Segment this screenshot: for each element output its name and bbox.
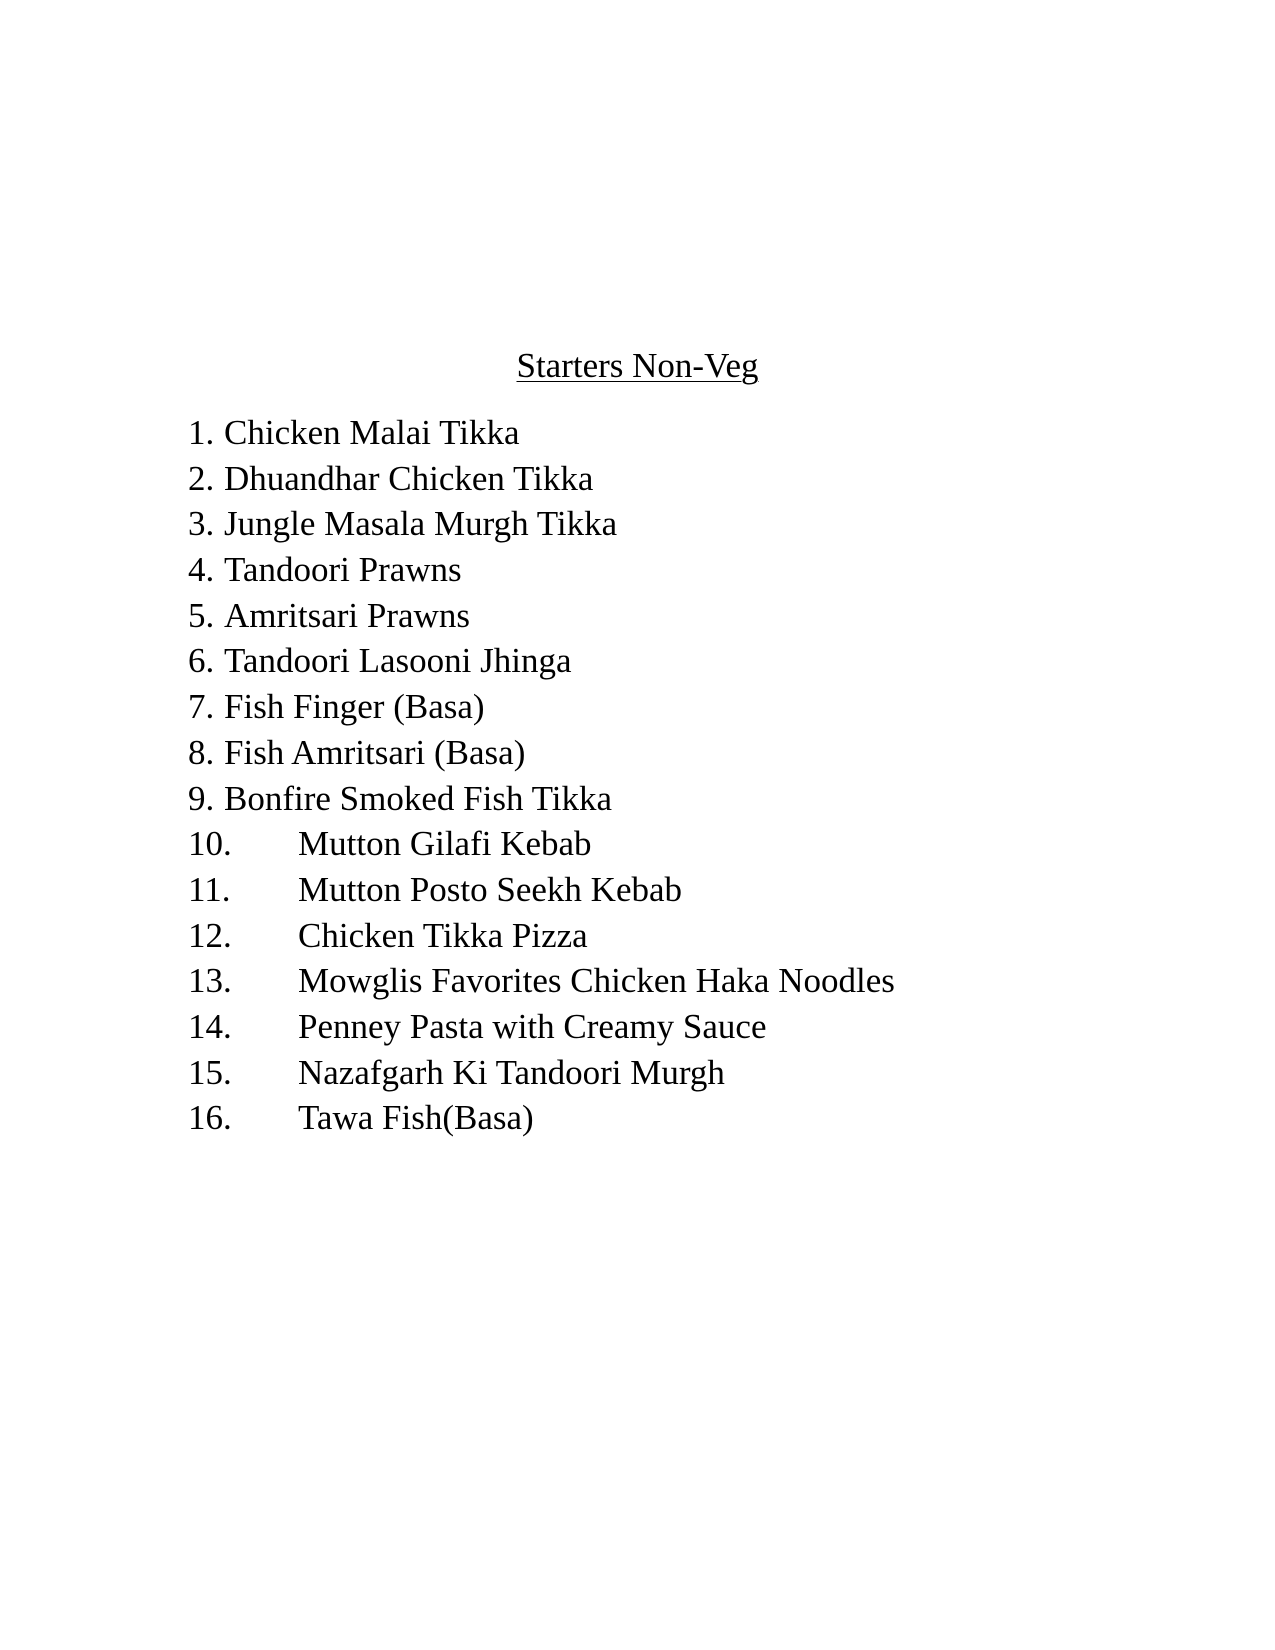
item-label: Jungle Masala Murgh Tikka bbox=[224, 504, 618, 544]
item-label: Fish Amritsari (Basa) bbox=[224, 732, 526, 772]
item-label: Nazafgarh Ki Tandoori Murgh bbox=[298, 1052, 725, 1092]
list-item bbox=[188, 504, 895, 550]
item-number: 10. bbox=[188, 824, 232, 864]
item-number: 5. bbox=[188, 595, 215, 635]
item-label: Tandoori Prawns bbox=[224, 550, 462, 590]
item-label: Penney Pasta with Creamy Sauce bbox=[298, 1006, 767, 1046]
list-item bbox=[188, 824, 895, 870]
item-number: 2. bbox=[188, 458, 215, 498]
item-number: 8. bbox=[188, 732, 215, 772]
list-item bbox=[188, 1098, 895, 1144]
item-label: Chicken Tikka Pizza bbox=[298, 915, 588, 955]
list-item bbox=[188, 1007, 895, 1053]
item-number: 16. bbox=[188, 1098, 232, 1138]
list-item bbox=[188, 733, 895, 779]
item-number: 15. bbox=[188, 1052, 232, 1092]
list-item bbox=[188, 596, 895, 642]
item-number: 11. bbox=[188, 869, 231, 909]
item-number: 7. bbox=[188, 687, 215, 727]
item-number: 3. bbox=[188, 504, 215, 544]
item-number: 12. bbox=[188, 915, 232, 955]
item-label: Dhuandhar Chicken Tikka bbox=[224, 458, 594, 498]
item-number: 4. bbox=[188, 550, 215, 590]
list-item bbox=[188, 687, 895, 733]
list-item bbox=[188, 916, 895, 962]
list-item bbox=[188, 1053, 895, 1099]
item-label: Bonfire Smoked Fish Tikka bbox=[224, 778, 612, 818]
item-label: Chicken Malai Tikka bbox=[224, 413, 520, 452]
list-item bbox=[188, 641, 895, 687]
item-label: Fish Finger (Basa) bbox=[224, 687, 485, 727]
item-label: Mutton Posto Seekh Kebab bbox=[298, 869, 683, 909]
list-item bbox=[188, 961, 895, 1007]
list-item bbox=[188, 459, 895, 505]
item-number: 13. bbox=[188, 961, 232, 1001]
page-title: Starters Non-Veg bbox=[516, 346, 759, 385]
item-label: Mutton Gilafi Kebab bbox=[298, 824, 592, 864]
item-number: 14. bbox=[188, 1006, 232, 1046]
list-item bbox=[188, 550, 895, 596]
item-label: Tawa Fish(Basa) bbox=[298, 1098, 534, 1138]
menu-list bbox=[188, 413, 895, 1144]
item-label: Tandoori Lasooni Jhinga bbox=[224, 641, 572, 681]
list-item bbox=[188, 870, 895, 916]
item-number: 6. bbox=[188, 641, 215, 681]
item-label: Mowglis Favorites Chicken Haka Noodles bbox=[298, 961, 895, 1001]
item-number: 9. bbox=[188, 778, 215, 818]
list-item bbox=[188, 779, 895, 825]
list-item bbox=[188, 413, 895, 459]
item-label: Amritsari Prawns bbox=[224, 595, 470, 635]
item-number: 1. bbox=[188, 413, 215, 452]
